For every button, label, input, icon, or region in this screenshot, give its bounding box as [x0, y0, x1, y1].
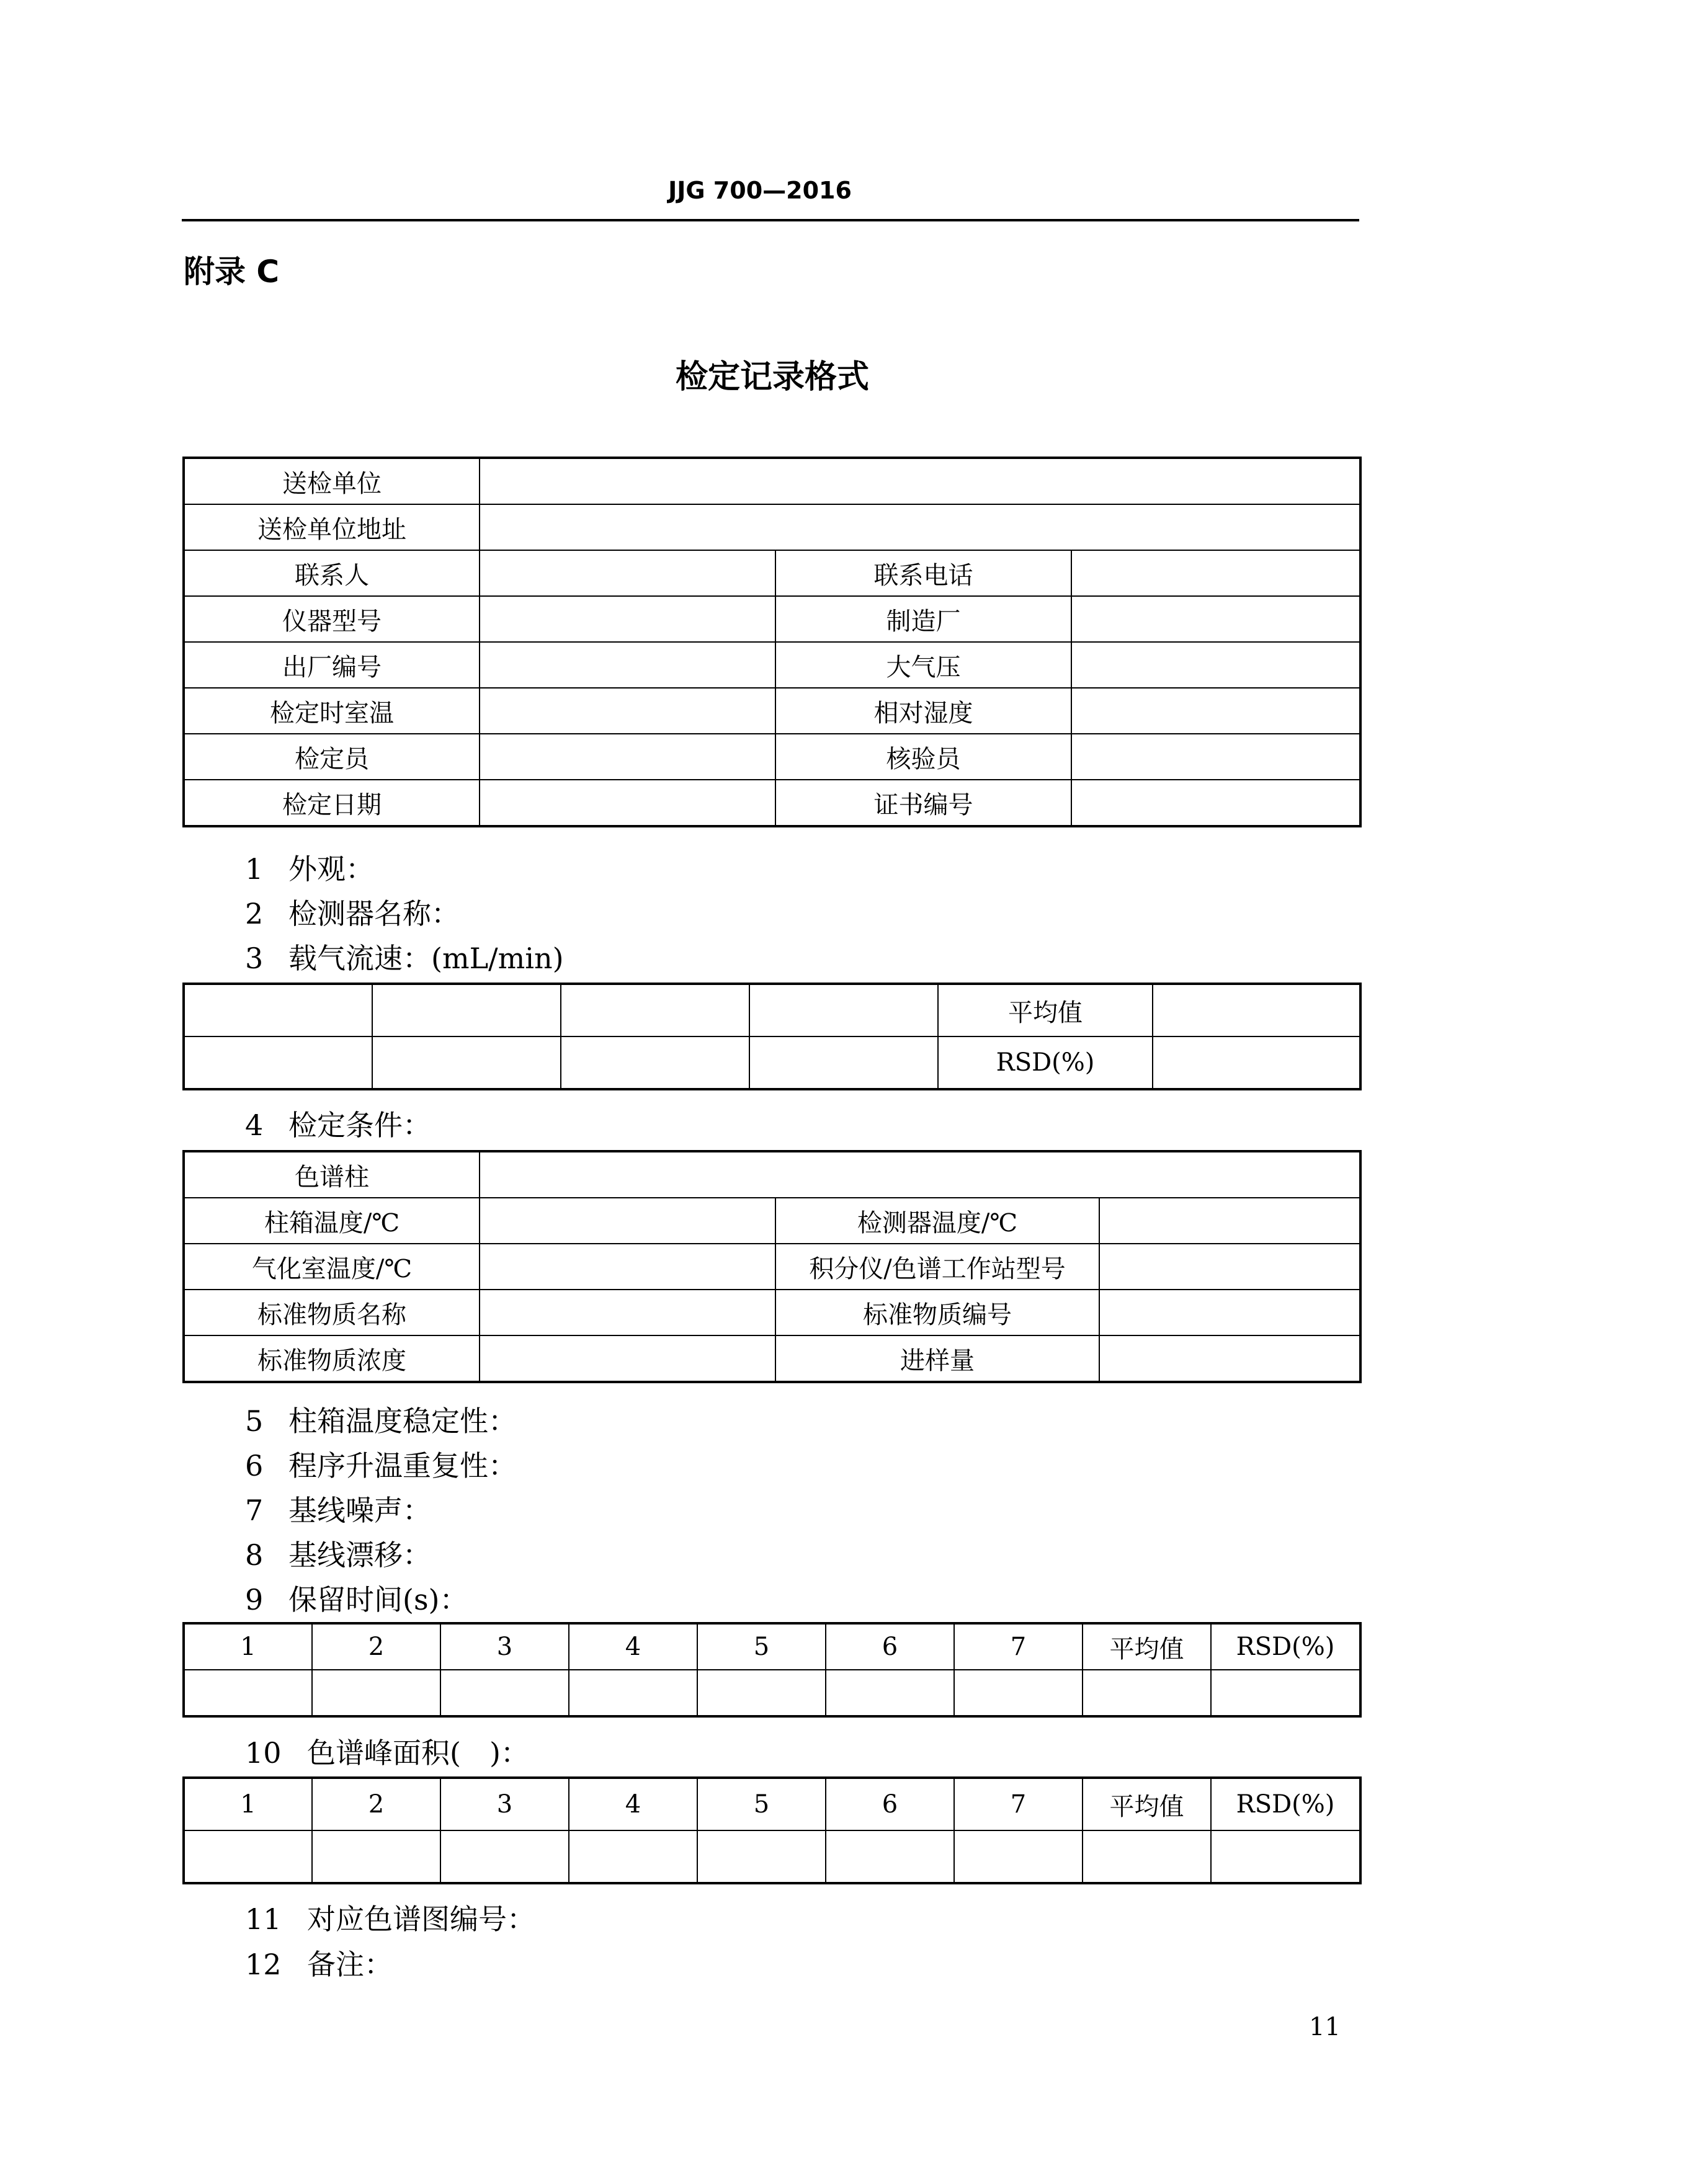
table-cell-value[interactable] — [826, 1830, 954, 1883]
table-cell-value[interactable] — [312, 1830, 440, 1883]
column-header: 平均值 — [1083, 1778, 1211, 1830]
item-number: 12 — [245, 1948, 282, 1981]
table-cell-label: 大气压 — [775, 642, 1071, 688]
item-peak-area — [245, 1731, 529, 1772]
item-text: 外观： — [288, 852, 374, 886]
table-cell-label: 进样量 — [775, 1335, 1099, 1382]
table-cell-value[interactable] — [1071, 734, 1360, 780]
table-row — [184, 1244, 1360, 1290]
table-row — [184, 596, 1360, 642]
table-cell-value[interactable] — [561, 984, 749, 1036]
item-text: 载气流速：(mL/min) — [288, 942, 564, 975]
table-cell-label: 平均值 — [938, 984, 1153, 1036]
item-text: 检定条件： — [288, 1108, 431, 1142]
table-cell-value[interactable] — [1071, 642, 1360, 688]
table-cell-value[interactable] — [954, 1830, 1083, 1883]
table-cell-label: 联系电话 — [775, 550, 1071, 596]
table-cell-label: 相对湿度 — [775, 688, 1071, 734]
item-retention-time — [245, 1577, 468, 1618]
table-cell-value[interactable] — [1099, 1335, 1360, 1382]
column-header: 6 — [826, 1623, 954, 1670]
table-header-row — [184, 1778, 1360, 1830]
retention-time-table — [182, 1622, 1362, 1718]
column-header: 3 — [440, 1623, 569, 1670]
table-cell-label: 送检单位地址 — [184, 504, 480, 550]
item-text: 保留时间(s)： — [288, 1583, 468, 1616]
item-chromatogram-number — [245, 1897, 535, 1938]
table-cell-value[interactable] — [1153, 1036, 1360, 1089]
peak-area-table — [182, 1776, 1362, 1884]
item-number: 1 — [245, 852, 264, 886]
column-header: 2 — [312, 1623, 440, 1670]
item-number: 6 — [245, 1449, 264, 1482]
item-text: 程序升温重复性： — [288, 1449, 517, 1482]
item-text: 检测器名称： — [288, 897, 460, 930]
table-cell-value[interactable] — [1099, 1290, 1360, 1335]
item-appearance — [245, 847, 374, 888]
table-cell-value[interactable] — [480, 1151, 1360, 1198]
column-header: 3 — [440, 1778, 569, 1830]
table-row — [184, 1198, 1360, 1244]
table-row — [184, 1036, 1360, 1089]
table-cell-value[interactable] — [184, 1670, 312, 1716]
table-row — [184, 780, 1360, 826]
table-cell-label: 气化室温度/℃ — [184, 1244, 480, 1290]
table-row — [184, 1151, 1360, 1198]
page-title: 检定记录格式 — [675, 359, 869, 396]
item-number: 11 — [245, 1902, 282, 1936]
table-cell-label: 制造厂 — [775, 596, 1071, 642]
item-text: 基线漂移： — [288, 1538, 431, 1572]
item-number: 9 — [245, 1583, 264, 1616]
table-cell-value[interactable] — [1071, 688, 1360, 734]
item-remarks — [245, 1942, 393, 1983]
table-cell-value[interactable] — [184, 1036, 372, 1089]
conditions-table — [182, 1150, 1362, 1383]
column-header: 4 — [569, 1778, 697, 1830]
item-test-conditions — [245, 1103, 431, 1144]
column-header: 2 — [312, 1778, 440, 1830]
table-cell-value[interactable] — [184, 984, 372, 1036]
table-row — [184, 1290, 1360, 1335]
column-header: 6 — [826, 1778, 954, 1830]
table-row — [184, 1830, 1360, 1883]
item-text: 色谱峰面积( )： — [307, 1736, 529, 1770]
table-cell-value[interactable] — [1071, 596, 1360, 642]
item-detector-name — [245, 891, 460, 932]
item-oven-stability — [245, 1399, 517, 1440]
table-row — [184, 984, 1360, 1036]
table-row — [184, 1670, 1360, 1716]
column-header: 1 — [184, 1623, 312, 1670]
table-cell-label: 柱箱温度/℃ — [184, 1198, 480, 1244]
item-number: 7 — [245, 1494, 264, 1527]
column-header: 5 — [697, 1778, 826, 1830]
table-cell-value[interactable] — [954, 1670, 1083, 1716]
table-cell-label: 送检单位 — [184, 458, 480, 504]
column-header: 7 — [954, 1623, 1083, 1670]
table-cell-value[interactable] — [480, 550, 775, 596]
table-cell-label: 检测器温度/℃ — [775, 1198, 1099, 1244]
item-text: 备注： — [307, 1948, 393, 1981]
table-cell-value[interactable] — [1153, 984, 1360, 1036]
column-header: 1 — [184, 1778, 312, 1830]
table-cell-value[interactable] — [480, 596, 775, 642]
table-cell-value[interactable] — [1099, 1198, 1360, 1244]
item-number: 5 — [245, 1404, 264, 1438]
column-header: 平均值 — [1083, 1623, 1211, 1670]
table-cell-value[interactable] — [480, 1290, 775, 1335]
table-cell-label: 积分仪/色谱工作站型号 — [775, 1244, 1099, 1290]
table-cell-value[interactable] — [480, 1335, 775, 1382]
flow-table — [182, 983, 1362, 1090]
table-cell-value[interactable] — [184, 1830, 312, 1883]
table-cell-value[interactable] — [480, 1244, 775, 1290]
table-cell-label: 检定时室温 — [184, 688, 480, 734]
item-number: 2 — [245, 897, 264, 930]
table-cell-label: 标准物质名称 — [184, 1290, 480, 1335]
table-cell-value[interactable] — [1071, 780, 1360, 826]
table-cell-value[interactable] — [480, 458, 1360, 504]
table-cell-value[interactable] — [312, 1670, 440, 1716]
table-cell-value[interactable] — [480, 504, 1360, 550]
table-cell-label: 标准物质编号 — [775, 1290, 1099, 1335]
table-cell-value[interactable] — [569, 1830, 697, 1883]
table-cell-label: 证书编号 — [775, 780, 1071, 826]
column-header: 4 — [569, 1623, 697, 1670]
table-cell-value[interactable] — [440, 1670, 569, 1716]
table-cell-label: RSD(%) — [938, 1036, 1153, 1089]
table-cell-value[interactable] — [440, 1830, 569, 1883]
header-rule — [182, 219, 1359, 221]
table-row — [184, 1335, 1360, 1382]
table-cell-value[interactable] — [697, 1670, 826, 1716]
table-cell-label: 检定日期 — [184, 780, 480, 826]
item-number: 8 — [245, 1538, 264, 1572]
item-text: 基线噪声： — [288, 1494, 431, 1527]
table-cell-value[interactable] — [697, 1830, 826, 1883]
item-baseline-noise — [245, 1488, 431, 1529]
column-header: 5 — [697, 1623, 826, 1670]
table-cell-value[interactable] — [1071, 550, 1360, 596]
item-number: 10 — [245, 1736, 282, 1770]
column-header: 7 — [954, 1778, 1083, 1830]
table-cell-value[interactable] — [1099, 1244, 1360, 1290]
table-cell-label: 出厂编号 — [184, 642, 480, 688]
table-cell-value[interactable] — [480, 780, 775, 826]
table-cell-value[interactable] — [749, 1036, 938, 1089]
table-row — [184, 550, 1360, 596]
table-cell-value[interactable] — [561, 1036, 749, 1089]
table-row — [184, 504, 1360, 550]
table-cell-value[interactable] — [749, 984, 938, 1036]
table-cell-value[interactable] — [480, 642, 775, 688]
column-header: RSD(%) — [1211, 1623, 1360, 1670]
table-row — [184, 734, 1360, 780]
item-text: 对应色谱图编号： — [307, 1902, 535, 1936]
item-text: 柱箱温度稳定性： — [288, 1404, 517, 1438]
table-cell-value[interactable] — [480, 734, 775, 780]
table-cell-value[interactable] — [826, 1670, 954, 1716]
table-cell-value[interactable] — [372, 1036, 561, 1089]
table-cell-value[interactable] — [569, 1670, 697, 1716]
table-cell-value[interactable] — [480, 688, 775, 734]
table-row — [184, 688, 1360, 734]
table-cell-value[interactable] — [1083, 1670, 1211, 1716]
item-number: 4 — [245, 1108, 264, 1142]
item-carrier-flow — [245, 936, 564, 977]
table-cell-value[interactable] — [372, 984, 561, 1036]
page-number: 11 — [1309, 2013, 1341, 2041]
table-cell-label: 色谱柱 — [184, 1151, 480, 1198]
table-cell-label: 核验员 — [775, 734, 1071, 780]
standard-code: JJG 700—2016 — [668, 177, 852, 204]
table-row — [184, 642, 1360, 688]
table-cell-value[interactable] — [1083, 1830, 1211, 1883]
item-program-repeatability — [245, 1443, 517, 1484]
item-number: 3 — [245, 942, 264, 975]
table-cell-value[interactable] — [480, 1198, 775, 1244]
table-cell-label: 检定员 — [184, 734, 480, 780]
table-cell-label: 联系人 — [184, 550, 480, 596]
table-cell-label: 仪器型号 — [184, 596, 480, 642]
column-header: RSD(%) — [1211, 1778, 1360, 1830]
item-baseline-drift — [245, 1533, 431, 1574]
table-cell-label: 标准物质浓度 — [184, 1335, 480, 1382]
table-header-row — [184, 1623, 1360, 1670]
table-cell-value[interactable] — [1211, 1670, 1360, 1716]
info-table — [182, 457, 1362, 827]
table-cell-value[interactable] — [1211, 1830, 1360, 1883]
appendix-label: 附录 C — [184, 254, 280, 290]
table-row — [184, 458, 1360, 504]
